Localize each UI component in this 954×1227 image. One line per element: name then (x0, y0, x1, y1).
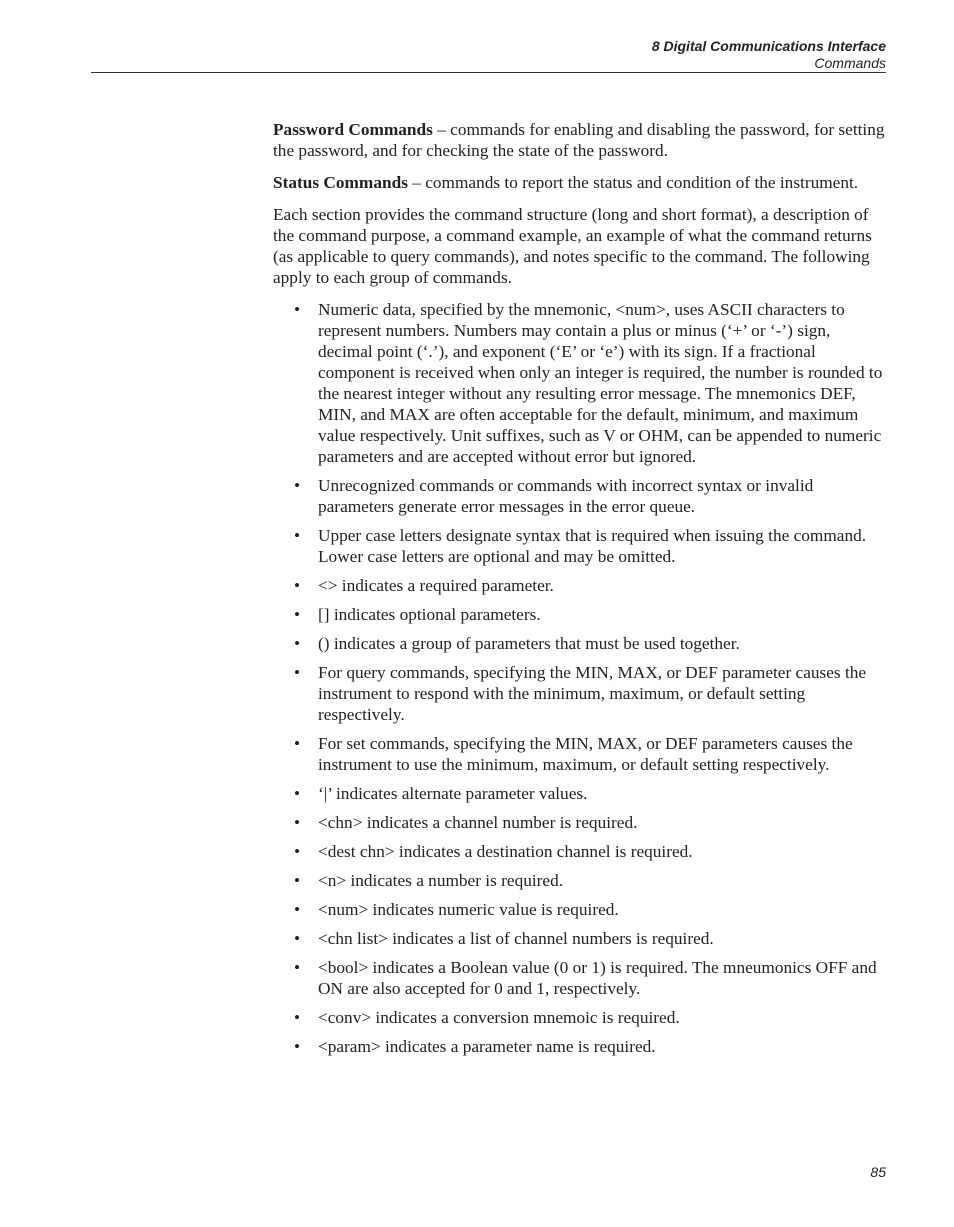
list-item-text: [] indicates optional parameters. (318, 605, 541, 624)
list-item-text: () indicates a group of parameters that must be used together. (318, 634, 740, 653)
list-item (273, 899, 885, 920)
list-item (273, 928, 885, 949)
bullet-icon: • (294, 576, 301, 595)
bullet-icon: • (294, 784, 301, 803)
paragraph-status-commands (273, 172, 885, 193)
paragraph-text: Each section provides the command structure (long and short format), a description of the command purpose, a command example, an example of what the command returns (as applicable to query commands), and notes specific to the command. The following apply to each group of commands. (273, 205, 872, 287)
list-item (273, 733, 885, 775)
list-item (273, 575, 885, 596)
list-item (273, 604, 885, 625)
bullet-icon: • (294, 476, 301, 495)
list-item-text: <dest chn> indicates a destination channel is required. (318, 842, 693, 861)
list-item (273, 662, 885, 725)
bullet-icon: • (294, 1037, 301, 1056)
list-item-text: ‘|’ indicates alternate parameter values. (318, 784, 588, 803)
header-rule (91, 72, 886, 73)
bullet-icon: • (294, 300, 301, 319)
list-item (273, 475, 885, 517)
bullet-icon: • (294, 958, 301, 977)
list-item-text: <conv> indicates a conversion mnemoic is required. (318, 1008, 680, 1027)
bullet-icon: • (294, 605, 301, 624)
list-item (273, 1036, 885, 1057)
bullet-icon: • (294, 871, 301, 890)
bullet-icon: • (294, 663, 301, 682)
list-item-text: <> indicates a required parameter. (318, 576, 554, 595)
running-header (652, 38, 886, 72)
list-item (273, 957, 885, 999)
term-status-commands: Status Commands (273, 173, 408, 192)
page-body (273, 119, 885, 1065)
list-item-text: For set commands, specifying the MIN, MAX, or DEF parameters causes the instrument to use the minimum, maximum, or default setting respectively. (318, 734, 853, 774)
list-item (273, 633, 885, 654)
list-item-text: <bool> indicates a Boolean value (0 or 1) is required. The mneumonics OFF and ON are also accepted for 0 and 1, respectively. (318, 958, 877, 998)
bullet-icon: • (294, 842, 301, 861)
list-item (273, 870, 885, 891)
term-password-commands: Password Commands (273, 120, 433, 139)
list-item (273, 783, 885, 804)
list-item-text: For query commands, specifying the MIN, MAX, or DEF parameter causes the instrument to respond with the minimum, maximum, or default setting respectively. (318, 663, 867, 724)
list-item (273, 1007, 885, 1028)
list-item (273, 299, 885, 467)
list-item-text: <chn> indicates a channel number is required. (318, 813, 638, 832)
list-item-text: <param> indicates a parameter name is required. (318, 1037, 656, 1056)
list-item-text: Unrecognized commands or commands with incorrect syntax or invalid parameters generate error messages in the error queue. (318, 476, 814, 516)
page-number: 85 (870, 1164, 886, 1180)
list-item-text: Upper case letters designate syntax that is required when issuing the command. Lower case letters are optional and may be omitted. (318, 526, 867, 566)
list-item-text: <num> indicates numeric value is required. (318, 900, 619, 919)
bullet-icon: • (294, 929, 301, 948)
paragraph-text: – commands for enabling and disabling the password, for setting the password, and for checking the state of the password. (273, 120, 885, 160)
list-item (273, 812, 885, 833)
paragraph-text: – commands to report the status and condition of the instrument. (407, 173, 859, 192)
list-item (273, 841, 885, 862)
bullet-icon: • (294, 813, 301, 832)
bullet-icon: • (294, 900, 301, 919)
bullet-icon: • (294, 734, 301, 753)
section-title: Commands (814, 55, 886, 71)
list-item (273, 525, 885, 567)
conventions-list (273, 299, 885, 1057)
bullet-icon: • (294, 634, 301, 653)
paragraph-section-overview (273, 204, 885, 288)
list-item-text: <n> indicates a number is required. (318, 871, 564, 890)
bullet-icon: • (294, 526, 301, 545)
paragraph-password-commands (273, 119, 885, 161)
list-item-text: Numeric data, specified by the mnemonic, <num>, uses ASCII characters to represent numbers. Numbers may contain a plus or minus (‘+’ or ‘-’) sign, decimal point (‘.’), and exponent (‘E’ or ‘e’) with its sign. If a fractional component is received when only an integer is required, the number is rounded to the nearest integer without any resulting error message. The mnemonics DEF, MIN, and MAX are often acceptable for the default, minimum, and maximum value respectively. Unit suffixes, such as V or OHM, can be appended to numeric parameters and are accepted without error but ignored. (318, 300, 883, 466)
chapter-title: 8 Digital Communications Interface (651, 38, 886, 54)
bullet-icon: • (294, 1008, 301, 1027)
list-item-text: <chn list> indicates a list of channel numbers is required. (318, 929, 714, 948)
